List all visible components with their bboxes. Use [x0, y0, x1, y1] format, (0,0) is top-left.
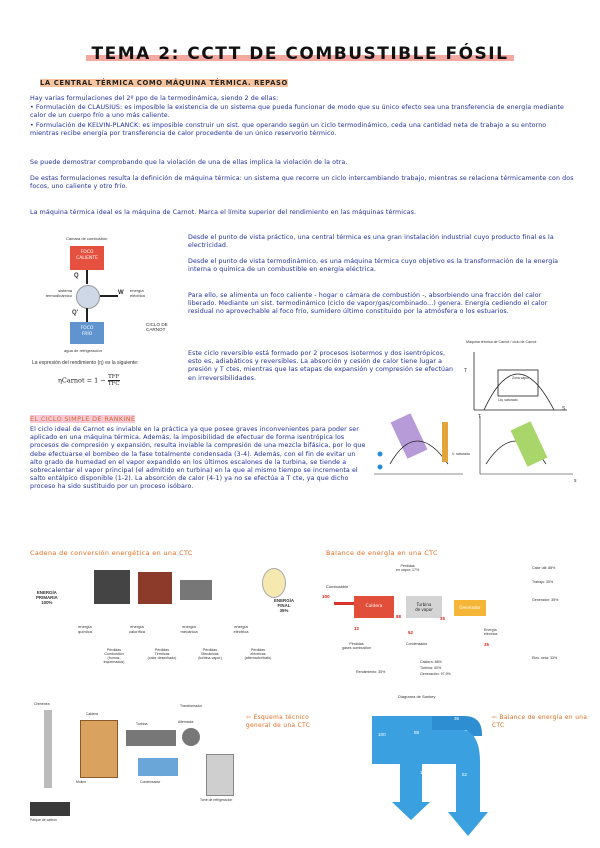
ts-chart-title: Máquina térmica de Carnot / ciclo de Carnot	[466, 340, 537, 344]
rankine-diagrams	[368, 412, 578, 482]
balance-bottom-2: Generación: 97,9%	[420, 672, 451, 676]
plant-label-6: Torre de refrigeración	[200, 798, 233, 802]
sankey-annotation: ⇦ Balance de energía en una CTC	[492, 715, 588, 729]
hot-chamber-label: Cámara de combustión	[66, 236, 108, 241]
ts-y-label: T	[464, 368, 468, 374]
paragraph-definition: De estas formulaciones resulta la definición de máquina térmica: un sistema que recorre un ciclo intercambiando trabajo, mientras se relaciona térmicamente con dos focos, uno caliente y otro frío.	[30, 175, 574, 191]
balance-losses-top: Pérdidas en vapor: 17%	[396, 564, 420, 572]
balance-losses-gas: Pérdidas gases combustión	[342, 642, 371, 650]
cooling-label: agua de refrigeración	[64, 348, 102, 353]
plant-cooling-tower	[206, 754, 234, 796]
balance-turbine: Turbina de vapor	[406, 596, 442, 618]
balance-note-2: Generador: 35%	[532, 598, 559, 602]
rankine-point-1	[378, 452, 383, 457]
balance-loss-52: 52	[408, 630, 413, 635]
paragraph-rankine: El ciclo ideal de Carnot es inviable en la práctica ya que posee graves inconvenientes para poder ser aplicado en una máquina térmica. Además, la imposibilidad de efectuar de forma isentrópica los procesos de compresión y expansión, resulta inviable la compresión de una mezcla bifásica, por lo que debe efectuarse el bombeo de la fase totalmente condensada (3-4). Además, con el fin de evitar un alto grado de humedad en el vapor expandido en los últimos escalones de la turbina, se tiende a sobrecalentar el vapor principal (el admitido en turbina) en la que al mismo tiempo se incrementa el salto entálpico disponible (1-2). La absorción de calor (4-1) ya no se efectúa a T cte, ya que dicho proceso ha sido sustituido por un proceso isóbaro.	[30, 426, 366, 491]
chain-primary: ENERGÍA PRIMARIA 100%	[36, 590, 58, 605]
w-label: W	[118, 290, 124, 296]
balance-diagram	[320, 562, 590, 682]
system-circle	[76, 285, 100, 309]
sankey-diagram	[368, 694, 488, 844]
rankine-band-purple	[391, 413, 428, 459]
paragraph-demo: Se puede demostrar comprobando que la violación de una de ellas implica la violación de la otra.	[30, 159, 348, 166]
balance-bottom-0: Caldera: 88%	[420, 660, 442, 664]
plant-label-3: Turbina	[136, 722, 148, 726]
plant-label-0: Parque de carbón	[30, 818, 57, 822]
arrow-w	[100, 295, 118, 297]
hot-focus-box: FOCO CALIENTE	[70, 246, 104, 270]
sankey-loss1: 12	[420, 770, 426, 775]
plant-label-4: Alternador	[178, 720, 194, 724]
paragraph-reversible: Este ciclo reversible está formado por 2 procesos isotermos y dos isentrópicos, esto es, adiabáticos y reversibles. La absorción y cesión de calor tiene lugar a presión y T ctes, mientras que las etapas de expansión y compresión se efectúan en irreversibilidades.	[188, 350, 454, 382]
chain-stage-0: energía química	[77, 624, 92, 634]
chain-loss-1: Pérdidas Térmicas (calor desechado)	[147, 648, 177, 660]
paragraph-kelvin: • Formulación de KELVIN-PLANCK: es imposible construir un sist. que operando según un ciclo termodinámico, ceda una cantidad neta de trabajo a su entorno mientras recibe energía por transferencia de calor procedente de un único reservorio térmico.	[30, 122, 547, 138]
system-label: sistema termodinámico	[45, 288, 72, 298]
cold-focus-box: FOCO FRÍO	[70, 322, 104, 344]
balance-turbine-value: 35	[440, 616, 445, 621]
sankey-mid: 88	[414, 730, 420, 735]
rankine-band-orange	[442, 422, 448, 462]
sankey-b: 35	[476, 716, 482, 721]
plant-label-5: Condensador	[140, 780, 161, 784]
balance-fuel-arrow	[334, 602, 354, 605]
plant-label-8: Transformador	[180, 704, 203, 708]
paragraph-intro: Hay varias formulaciones del 2º ppo de la termodinámica, siendo 2 de ellas:	[30, 95, 279, 102]
sankey-loss2: 52	[462, 772, 468, 777]
rankine-label-t: T	[478, 414, 482, 420]
efficiency-formula: ηCarnot = 1 − TFF TFC	[58, 374, 120, 387]
paragraph-focus: Para ello, se alimenta un foco caliente - hogar o cámara de combustión -, absorbiendo una fracción del calor liberado. Mediante un sist. termodinámico (ciclo de vapor/gas/combinado...) genera. Energía cediendo el calor residual no aprovechable al foco frío, sumidero último constituido por la atmósfera o los estuarios.	[188, 292, 548, 316]
ts-chart	[462, 340, 572, 418]
paragraph-thermo: Desde el punto de vista termodinámico, es una máquina térmica cuyo objetivo es la transformación de la energía interna o química de un combustible en energía eléctrica.	[188, 258, 559, 274]
rankine-label-sat: V. saturado	[452, 452, 471, 456]
arrow-q2	[86, 308, 88, 322]
q2-label: Q'	[72, 310, 79, 316]
chain-final: ENERGÍA FINAL 35%	[274, 598, 295, 613]
balance-boiler: Caldera	[354, 596, 394, 618]
plant-label-2: Caldera	[86, 712, 98, 716]
balance-bottom-1: Turbina: 40%	[420, 666, 442, 670]
plant-alternator	[182, 728, 200, 746]
chain-turbine-image	[180, 580, 212, 600]
plant-schematic	[30, 690, 240, 840]
conversion-chain	[30, 562, 310, 682]
plant-chimney	[44, 710, 52, 788]
chain-fuel-image	[94, 570, 130, 604]
sankey-input	[372, 716, 432, 764]
paragraph-carnot: La máquina térmica ideal es la máquina de Carnot. Marca el límite superior del rendimiento en las máquinas térmicas.	[30, 209, 417, 216]
balance-generator: Generador	[454, 600, 486, 616]
chain-stage-1: energía calorífica	[128, 624, 145, 634]
plant-coal-park	[30, 802, 70, 816]
rankine-band-green	[511, 421, 548, 467]
rankine-point-2	[378, 465, 383, 470]
chain-bulb-image	[262, 568, 286, 598]
balance-boiler-value: 88	[396, 614, 401, 619]
elec-label: energía eléctrica	[130, 288, 145, 298]
ts-x-label: S	[562, 406, 566, 412]
balance-efficiency: Rendimiento: 35%	[356, 670, 386, 674]
chain-loss-3: Pérdidas eléctricas (alternador/trafo)	[244, 648, 272, 660]
plant-condenser	[138, 758, 178, 776]
plant-turbine	[126, 730, 176, 746]
q-label: Q	[74, 273, 79, 279]
section-heading-4: Balance de energía en una CTC	[326, 549, 438, 557]
paragraph-practical: Desde el punto de vista práctico, una central térmica es una gran instalación industrial cuyo producto final es la electricidad.	[188, 234, 554, 250]
plant-label-7: Chimenea	[34, 702, 50, 706]
balance-elec: Energía eléctrica	[484, 628, 498, 636]
balance-fuel-value: 100	[322, 594, 330, 599]
section-heading-1: LA CENTRAL TÉRMICA COMO MÁQUINA TÉRMICA. REPASO	[40, 79, 288, 87]
chain-boiler-image	[138, 572, 172, 604]
balance-fuel-label: Combustible	[326, 584, 349, 589]
sankey-in: 100	[378, 732, 386, 737]
page-title: TEMA 2: CCTT DE COMBUSTIBLE FÓSIL	[0, 44, 600, 64]
chain-loss-2: Pérdidas Mecánicas (turbina-vapor)	[198, 648, 222, 660]
cycle-label: CICLO DE CARNOT	[146, 322, 168, 332]
sankey-title: Diagrama de Sankey	[398, 694, 436, 699]
balance-note-3: Elec. neta: 33%	[532, 656, 558, 660]
balance-condenser: Condensador	[406, 642, 428, 646]
sankey-svg	[368, 702, 488, 844]
ts-liq-label: Liq. saturado	[498, 398, 518, 402]
plant-annotation: ⇦ Esquema técnico general de una CTC	[246, 715, 311, 729]
sankey-a: 36	[454, 716, 460, 721]
paragraph-clausius: • Formulación de CLAUSIUS: es imposible la existencia de un sistema que pueda funcionar de modo que su único efecto sea una transferencia de energía mediante calor de un cuerpo frío a uno más caliente.	[30, 104, 565, 120]
balance-note-1: Trabajo: 35%	[532, 580, 554, 584]
balance-elec-value: 35	[484, 642, 489, 647]
balance-note-0: Calor útil: 88%	[532, 566, 556, 570]
sankey-loss-52	[432, 730, 488, 836]
carnot-diagram	[28, 230, 188, 400]
section-heading-2: EL CICLO SIMPLE DE RANKINE	[30, 415, 136, 423]
balance-loss-12: 12	[354, 626, 359, 631]
ts-chart-svg	[462, 348, 572, 418]
chain-stage-3: energía eléctrica	[233, 624, 249, 634]
efficiency-label: La expresión del rendimiento (η) es la siguiente:	[32, 360, 139, 366]
arrow-q	[86, 270, 88, 284]
section-heading-3: Cadena de conversión energética en una CTC	[30, 549, 193, 557]
plant-label-1: Molino	[76, 780, 86, 784]
plant-boiler	[80, 720, 118, 778]
chain-loss-0: Pérdidas Combustión (humos, inquemados)	[103, 648, 125, 664]
chain-stage-2: energía mecánica	[180, 624, 198, 634]
ts-inner-label: Zona vapor	[512, 376, 530, 380]
rankine-label-s: s	[574, 478, 577, 484]
